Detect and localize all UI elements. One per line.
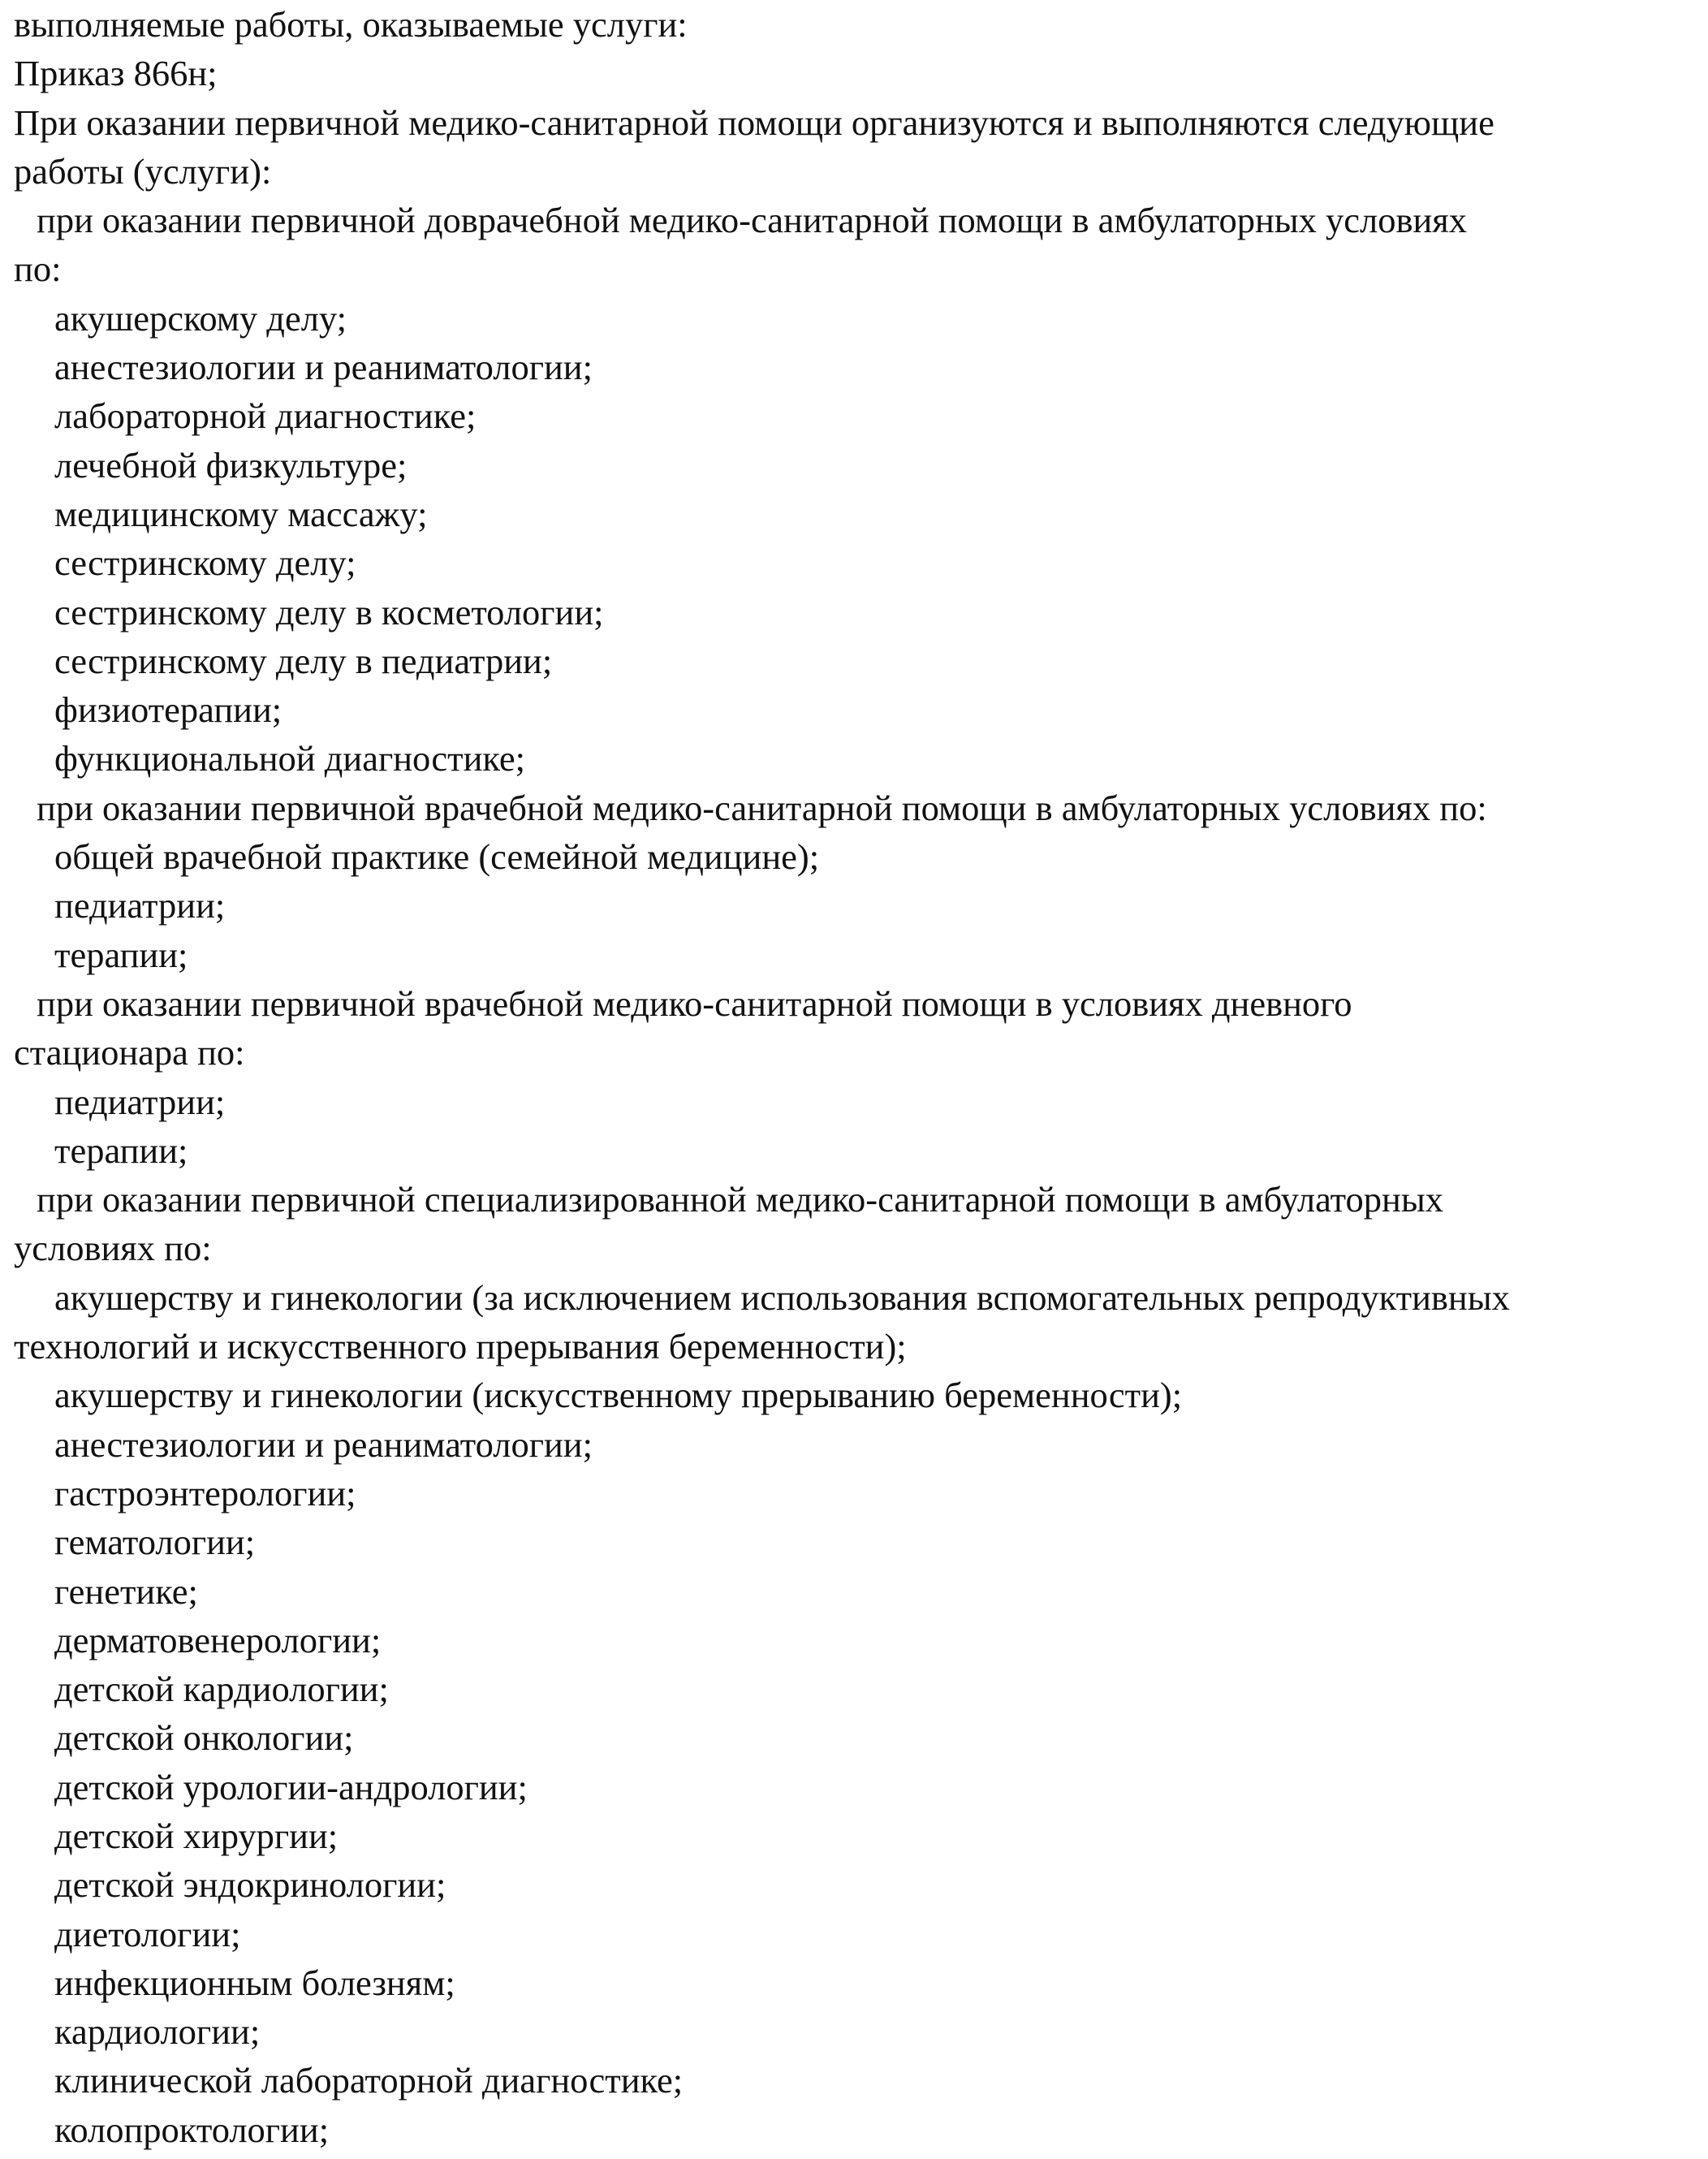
- text-line: Приказ 866н;: [14, 53, 218, 94]
- list-item: гастроэнтерологии;: [54, 1472, 356, 1513]
- list-item: клинической лабораторной диагностике;: [54, 2060, 684, 2101]
- list-item: педиатрии;: [54, 1081, 226, 1122]
- text-line: При оказании первичной медико-санитарной помощи организуются и выполняются следующие: [14, 101, 1494, 143]
- list-item: колопроктологии;: [54, 2109, 330, 2150]
- list-item: функциональной диагностике;: [54, 738, 526, 779]
- list-item: акушерству и гинекологии (за исключением использования вспомогательных репродуктивных: [54, 1276, 1510, 1318]
- list-item: анестезиологии и реаниматологии;: [54, 347, 593, 388]
- text-line: по:: [14, 248, 62, 290]
- section-heading-line: при оказании первичной врачебной медико-санитарной помощи в условиях дневного: [37, 982, 1352, 1024]
- list-item: медицинскому массажу;: [54, 493, 428, 534]
- list-item: акушерству и гинекологии (искусственному прерыванию беременности);: [54, 1375, 1183, 1416]
- section-heading-line: при оказании первичной доврачебной медико-санитарной помощи в амбулаторных условиях: [37, 200, 1468, 241]
- text-line: работы (услуги):: [14, 150, 272, 192]
- list-item: инфекционным болезням;: [54, 1962, 455, 2003]
- list-item: кардиологии;: [54, 2011, 261, 2053]
- list-item: анестезиологии и реаниматологии;: [54, 1423, 593, 1465]
- list-item: физиотерапии;: [54, 689, 283, 731]
- list-item: дерматовенерологии;: [54, 1619, 382, 1660]
- text-line: условиях по:: [14, 1228, 212, 1269]
- list-item: лабораторной диагностике;: [54, 395, 477, 437]
- section-heading-line: при оказании первичной врачебной медико-санитарной помощи в амбулаторных условиях по:: [37, 787, 1487, 828]
- document-body: [14, 0, 1708, 2154]
- list-item: гематологии;: [54, 1522, 256, 1563]
- list-item: терапии;: [54, 1129, 188, 1171]
- list-item: общей врачебной практике (семейной медицине);: [54, 836, 820, 878]
- list-item: акушерскому делу;: [54, 297, 347, 339]
- list-item: детской эндокринологии;: [54, 1864, 446, 1906]
- text-line: технологий и искусственного прерывания беременности);: [14, 1326, 907, 1367]
- list-item: детской онкологии;: [54, 1717, 354, 1759]
- list-item: детской хирургии;: [54, 1815, 339, 1856]
- section-heading-line: при оказании первичной специализированной медико-санитарной помощи в амбулаторных: [37, 1179, 1444, 1220]
- list-item: детской урологии-андрологии;: [54, 1766, 528, 1807]
- list-item: детской кардиологии;: [54, 1669, 389, 1710]
- list-item: генетике;: [54, 1570, 198, 1612]
- list-item: терапии;: [54, 934, 188, 975]
- list-item: сестринскому делу в педиатрии;: [54, 640, 553, 681]
- list-item: диетологии;: [54, 1913, 241, 1954]
- list-item: лечебной физкультуре;: [54, 444, 408, 486]
- text-line: выполняемые работы, оказываемые услуги:: [14, 4, 688, 45]
- text-line: стационара по:: [14, 1032, 245, 1073]
- list-item: педиатрии;: [54, 885, 226, 926]
- list-item: сестринскому делу в косметологии;: [54, 591, 604, 633]
- list-item: сестринскому делу;: [54, 542, 356, 584]
